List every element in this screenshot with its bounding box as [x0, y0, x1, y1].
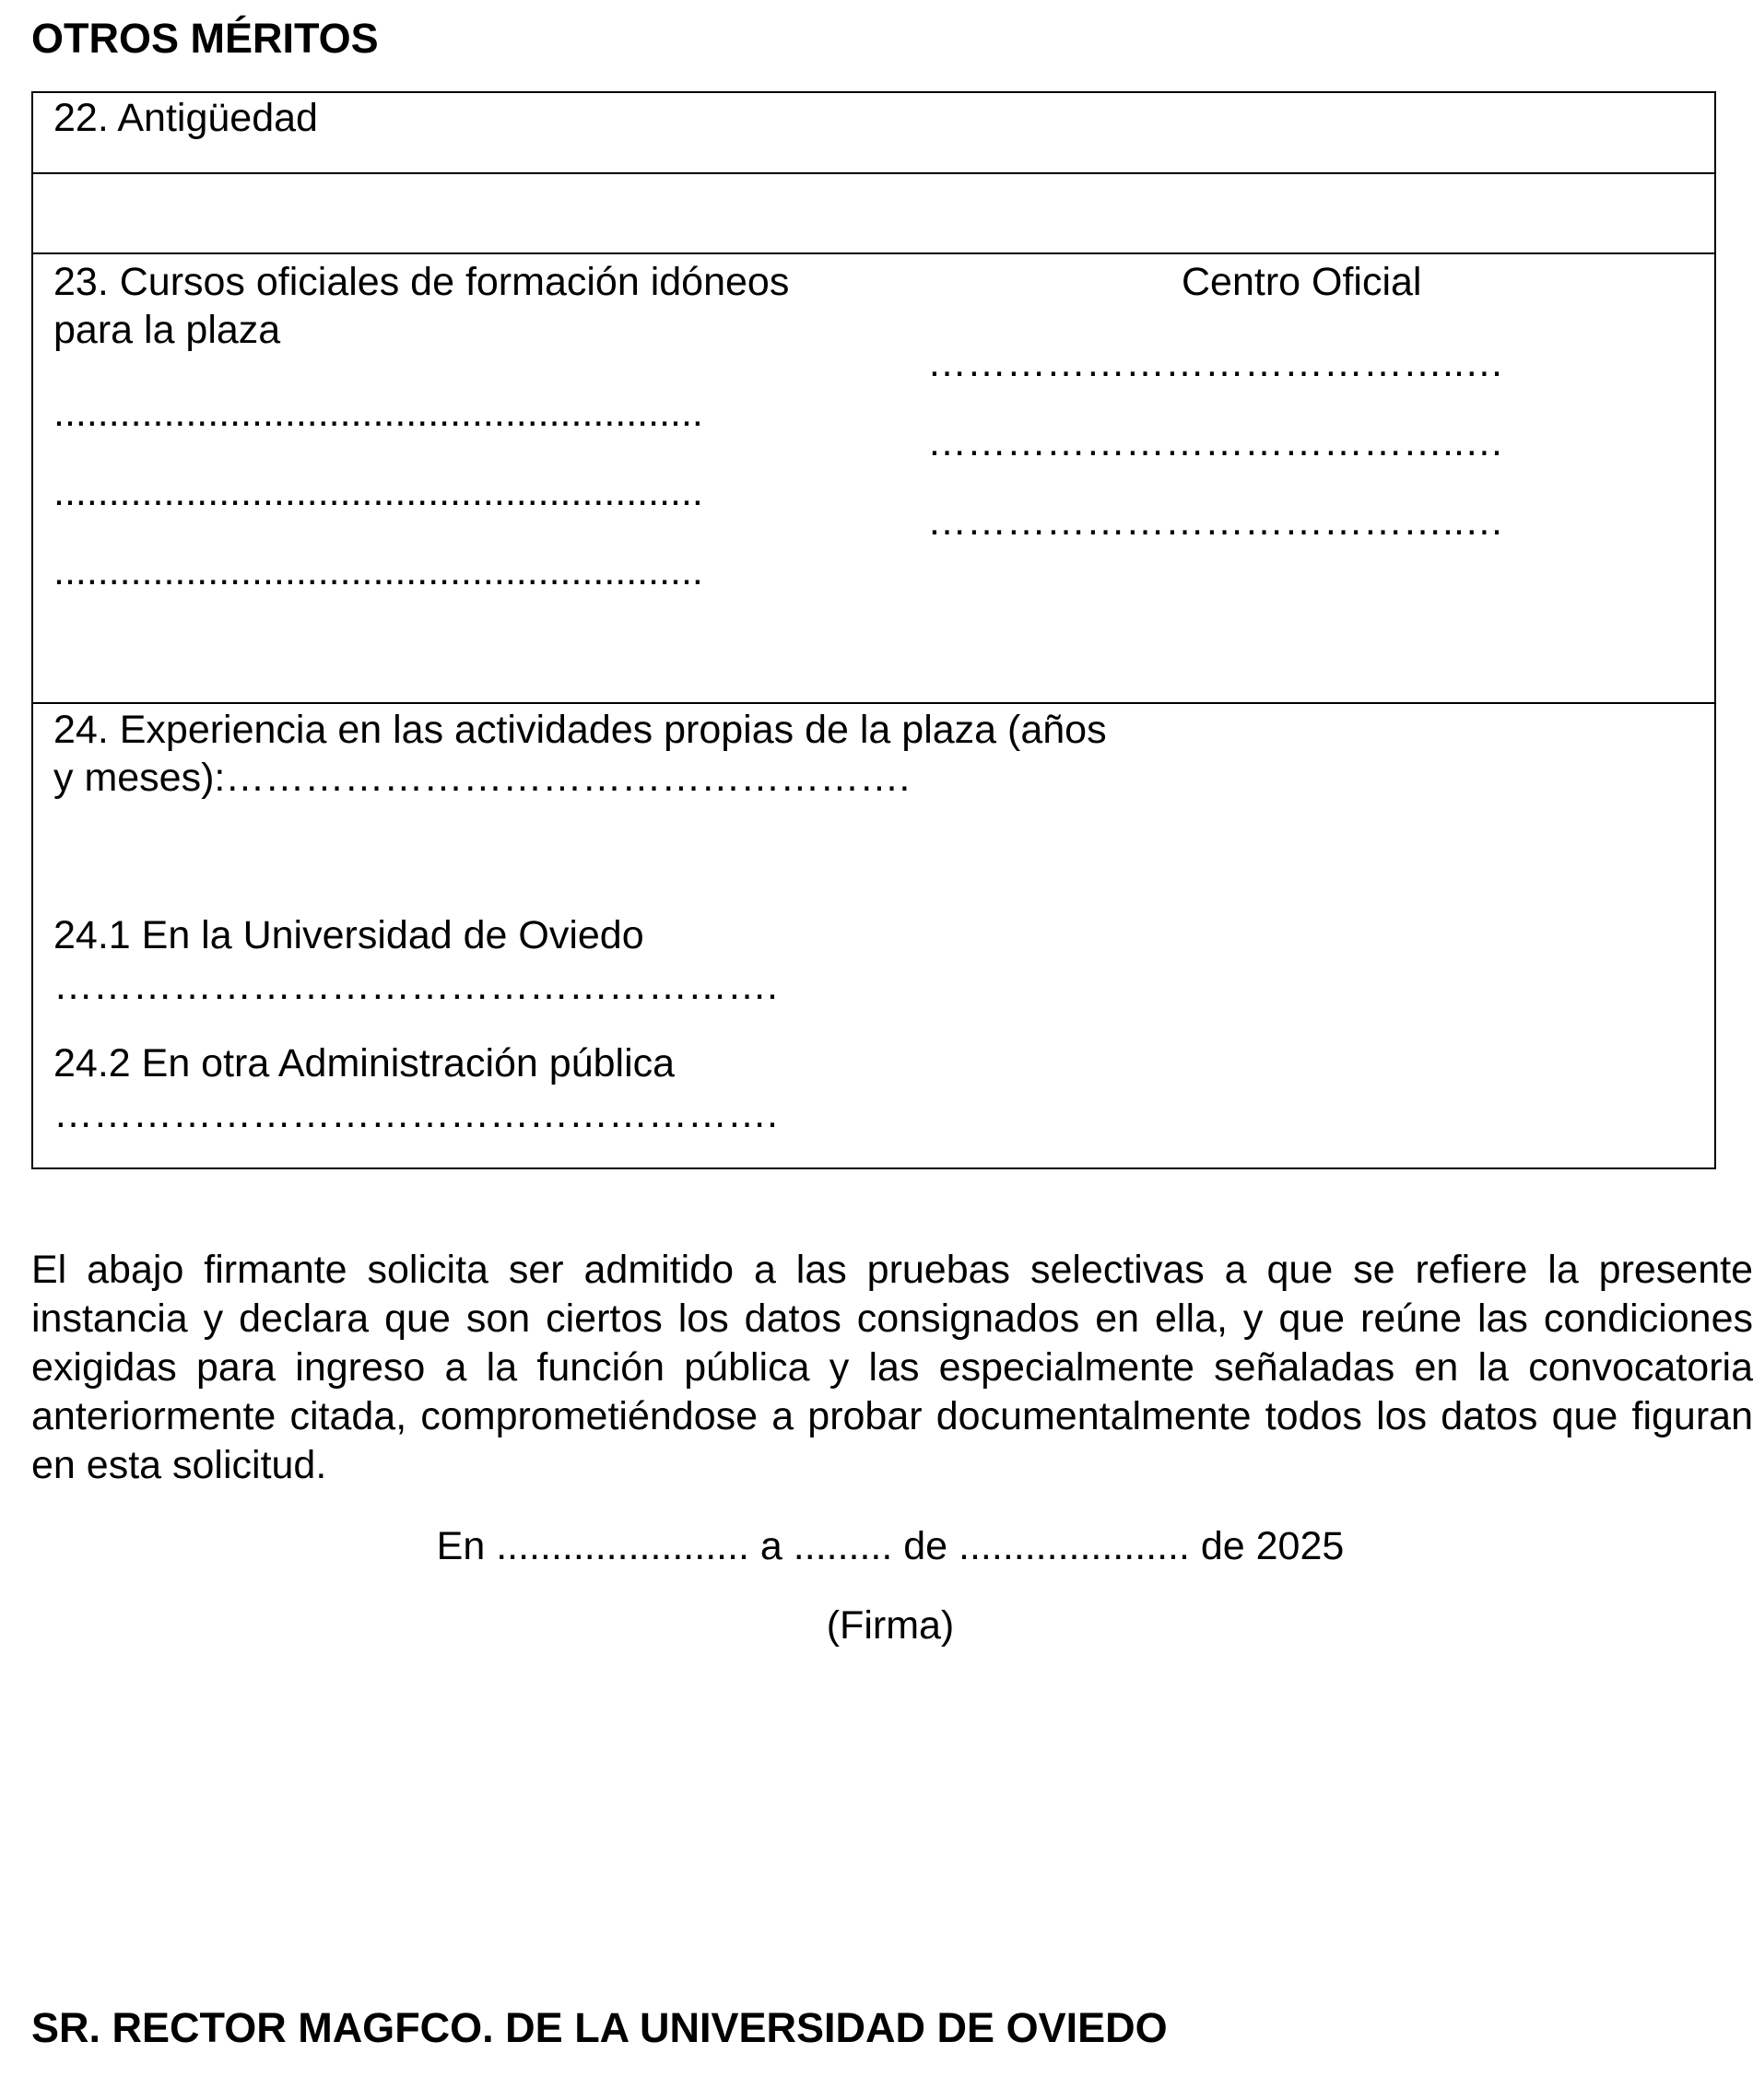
experience-label: 24. Experiencia en las actividades propias de la plaza (años [53, 708, 1107, 752]
date-line: En ....................... a ......... de ..................... de 2025 [436, 1524, 1345, 1568]
official-center-header: Centro Oficial [1182, 260, 1422, 304]
courses-label-cont: para la plaza [53, 308, 281, 352]
course-field[interactable]: ........................................................... [53, 391, 703, 435]
row-divider [31, 252, 1714, 254]
experience-other-admin-field[interactable]: ………………………………………………. [53, 1092, 778, 1136]
section-title: OTROS MÉRITOS [31, 15, 379, 62]
course-field[interactable]: ........................................................... [53, 549, 703, 593]
experience-other-admin-label: 24.2 En otra Administración pública [53, 1041, 676, 1085]
center-field[interactable]: …………………………………..… [927, 420, 1504, 464]
courses-label: 23. Cursos oficiales de formación idóneos [53, 260, 790, 304]
signature-label: (Firma) [826, 1603, 955, 1648]
declaration-paragraph: El abajo firmante solicita ser admitido a las pruebas selectivas a que se refiere la presente instancia y declara que son ciertos los datos consignados en ella, y que reúne las condiciones exigidas para ingreso a la función pública y las especialmente señaladas en la convocatoria anteriormente citada, comprometiéndose a probar documentalmente todos los datos que figuran en esta solicitud. [31, 1248, 1753, 1487]
course-field[interactable]: ........................................................... [53, 470, 703, 514]
row-divider [31, 172, 1714, 174]
experience-oviedo-label: 24.1 En la Universidad de Oviedo [53, 913, 644, 957]
center-field[interactable]: …………………………………..… [927, 341, 1504, 385]
experience-oviedo-field[interactable]: ………………………………………………. [53, 964, 778, 1008]
center-field[interactable]: …………………………………..… [927, 499, 1504, 544]
antiguedad-input[interactable] [33, 175, 1712, 251]
row-divider [31, 702, 1714, 704]
addressee: SR. RECTOR MAGFCO. DE LA UNIVERSIDAD DE OVIEDO [31, 2004, 1168, 2051]
antiguedad-label: 22. Antigüedad [53, 96, 318, 140]
experience-years-field[interactable]: y meses):……………………………………………. [53, 756, 911, 800]
